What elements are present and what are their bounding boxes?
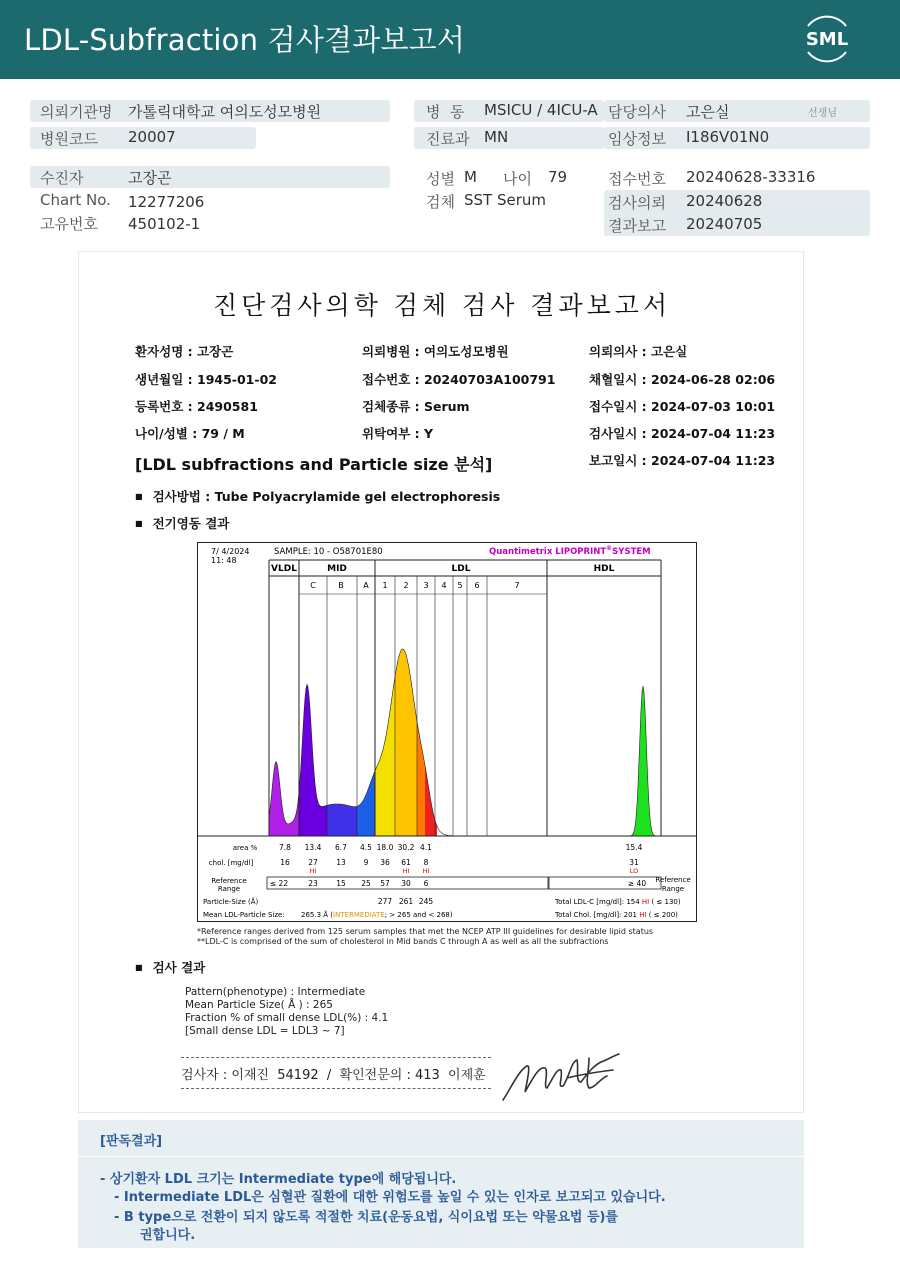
chol-cell: 9 xyxy=(363,858,369,867)
report-field: 환자성명 : 고장곤 xyxy=(135,344,234,359)
receipt-no-value: 20240628-33316 xyxy=(686,168,816,186)
flag-cell: LO xyxy=(629,867,639,875)
reference-cell: 6 xyxy=(423,879,429,888)
report-field: 의뢰병원 : 여의도성모병원 xyxy=(362,344,509,359)
age-value: 79 xyxy=(548,168,568,186)
area-pct-cell: 30.2 xyxy=(397,843,415,852)
age-label: 나이 xyxy=(503,170,532,188)
report-field: 위탁여부 : Y xyxy=(362,426,434,441)
reference-cell: ≥ 40 xyxy=(627,879,647,888)
doctor-label: 담당의사 xyxy=(608,103,666,121)
reference-cell: ≤ 22 xyxy=(269,879,289,888)
result-title: ■ 검사 결과 xyxy=(135,958,205,976)
request-date-value: 20240628 xyxy=(686,192,763,210)
patient-label: 수진자 xyxy=(40,169,84,187)
band-label: 4 xyxy=(441,581,447,590)
report-title: 진단검사의학 검체 검사 결과보고서 xyxy=(212,291,672,320)
ward-value: MSICU / 4ICU-A xyxy=(484,101,598,119)
divider xyxy=(181,1088,491,1089)
reference-cell: 25 xyxy=(361,879,371,888)
info-row-shade xyxy=(30,166,390,188)
patient-value: 고장곤 xyxy=(128,169,172,187)
method-line: ■ 검사방법 : Tube Polyacrylamide gel electrophoresis xyxy=(135,487,500,505)
unique-no-value: 450102-1 xyxy=(128,215,201,233)
band-label: C xyxy=(310,581,316,590)
chol-cell: 16 xyxy=(280,858,290,867)
request-date-label: 검사의뢰 xyxy=(608,194,666,212)
doctor-suffix: 선생님 xyxy=(808,108,837,119)
area-pct-cell: 13.4 xyxy=(304,843,322,852)
report-field: 등록번호 : 2490581 xyxy=(135,399,258,414)
report-field: 검사일시 : 2024-07-04 11:23 xyxy=(589,426,776,441)
receipt-no-label: 접수번호 xyxy=(608,170,666,188)
flag-cell: HI xyxy=(402,867,410,875)
chart-sample: SAMPLE: 10 - O58701E80 xyxy=(274,547,383,557)
doctor-value: 고은실 xyxy=(686,103,730,121)
result-line: Pattern(phenotype) : Intermediate xyxy=(185,986,366,998)
report-field: 생년월일 : 1945-01-02 xyxy=(135,372,277,387)
band-label: 2 xyxy=(403,581,409,590)
area-pct-cell: 7.8 xyxy=(279,843,291,852)
result-lines xyxy=(185,986,388,1038)
band-label: A xyxy=(363,581,369,590)
svg-text:SML: SML xyxy=(805,29,849,50)
chart-time: 11: 48 xyxy=(211,556,237,565)
judgement-panel xyxy=(78,1120,804,1248)
area-pct-cell: 15.4 xyxy=(625,843,643,852)
report-date-value: 20240705 xyxy=(686,215,763,233)
electro-title: ■ 전기영동 결과 xyxy=(135,514,229,532)
row-label: Range xyxy=(217,885,241,893)
chart-no-label: Chart No. xyxy=(40,191,111,209)
reference-cell: 57 xyxy=(380,879,390,888)
report-field: 의뢰의사 : 고은실 xyxy=(589,344,688,359)
row-label: Particle-Size (Å) xyxy=(203,898,259,906)
report-field: 접수일시 : 2024-07-03 10:01 xyxy=(589,399,776,414)
group-label: VLDL xyxy=(271,564,297,574)
area-pct-cell: 4.5 xyxy=(360,843,372,852)
specimen-label: 검체 xyxy=(426,193,455,211)
group-label: LDL xyxy=(451,564,471,574)
area-pct-cell: 4.1 xyxy=(420,843,432,852)
area-pct-cell: 6.7 xyxy=(335,843,347,852)
sml-logo xyxy=(800,12,854,66)
institution-value: 가톨릭대학교 여의도성모병원 xyxy=(128,103,322,121)
reference-side-label: Reference xyxy=(655,876,691,884)
report-field: 나이/성별 : 79 / M xyxy=(135,426,245,441)
band-label: 5 xyxy=(457,581,463,590)
row-label: Reference xyxy=(211,877,247,885)
reference-cell: 15 xyxy=(336,879,346,888)
judgement-separator xyxy=(78,1156,804,1157)
report-field: 접수번호 : 20240703A100791 xyxy=(362,372,556,387)
header-bar xyxy=(0,0,900,79)
chol-cell: 13 xyxy=(336,858,346,867)
hospital-code-label: 병원코드 xyxy=(40,130,98,148)
area-pct-cell: 18.0 xyxy=(376,843,394,852)
result-line: [Small dense LDL = LDL3 ~ 7] xyxy=(185,1025,345,1037)
dept-label: 진료과 xyxy=(426,130,470,148)
flag-cell: HI xyxy=(422,867,430,875)
chol-cell: 36 xyxy=(380,858,390,867)
ward-label: 병 동 xyxy=(426,103,465,121)
lipoprint-chart xyxy=(197,542,697,922)
note-line: **LDL-C is comprised of the sum of cholesterol in Mid bands C through A as well as all the subfractions xyxy=(197,937,609,946)
judgement-line: - 상기환자 LDL 크기는 Intermediate type에 해당됩니다. xyxy=(100,1172,457,1187)
section-title: [LDL subfractions and Particle size 분석] xyxy=(135,455,493,474)
institution-label: 의뢰기관명 xyxy=(40,103,113,121)
row-label: area % xyxy=(232,844,258,852)
band-label: B xyxy=(338,581,344,590)
sex-value: M xyxy=(464,168,477,186)
note-line: *Reference ranges derived from 125 serum samples that met the NCEP ATP III guidelines for desirable lipid status xyxy=(197,927,654,936)
judgement-line: 권합니다. xyxy=(140,1228,196,1243)
band-label: 3 xyxy=(423,581,429,590)
sex-label: 성별 xyxy=(426,170,455,188)
group-label: MID xyxy=(327,564,347,574)
group-label: HDL xyxy=(593,564,615,574)
chart-no-value: 12277206 xyxy=(128,193,205,211)
result-line: Mean Particle Size( Å ) : 265 xyxy=(185,999,333,1011)
total-ldl-line: Total LDL-C [mg/dl]: 154 HI ( ≤ 130) xyxy=(555,898,681,906)
chol-cell: 31 xyxy=(629,858,639,867)
chol-cell: 8 xyxy=(423,858,429,867)
signature-mark xyxy=(497,1048,623,1110)
chart-date: 7/ 4/2024 xyxy=(211,547,250,556)
lab-report xyxy=(78,251,804,1113)
divider xyxy=(181,1057,491,1058)
reference-cell: 23 xyxy=(308,879,318,888)
chol-cell: 61 xyxy=(401,858,411,867)
page-title: LDL-Subfraction 검사결과보고서 xyxy=(24,23,466,57)
report-field: 검체종류 : Serum xyxy=(362,399,470,414)
row-label: Mean LDL-Particle Size: xyxy=(203,911,285,919)
specimen-value: SST Serum xyxy=(464,191,547,209)
band-label: 7 xyxy=(514,581,520,590)
band-label: 1 xyxy=(382,581,388,590)
chart-notes xyxy=(197,927,653,947)
clinical-value: I186V01N0 xyxy=(686,128,770,146)
unique-no-label: 고유번호 xyxy=(40,215,98,233)
judgement-line: - Intermediate LDL은 심혈관 질환에 대한 위험도를 높일 수 있는 인자로 보고되고 있습니다. xyxy=(114,1190,666,1205)
band-label: 6 xyxy=(474,581,480,590)
chart-system: Quantimetrix LIPOPRINT®SYSTEM xyxy=(489,545,651,557)
mean-particle-line: 265.3 Å (INTERMEDIATE; > 265 and < 268) xyxy=(301,911,453,919)
report-date-label: 결과보고 xyxy=(608,217,666,235)
result-line: Fraction % of small dense LDL(%) : 4.1 xyxy=(185,1012,389,1024)
particle-size-cell: 277 xyxy=(377,897,393,906)
chol-cell: 27 xyxy=(308,858,318,867)
curve-segment xyxy=(327,804,357,836)
hospital-code-value: 20007 xyxy=(128,128,176,146)
judgement-line: - B type으로 전환이 되지 않도록 적절한 치료(운동요법, 식이요법 또는 약물요법 등)를 xyxy=(114,1210,619,1225)
flag-cell: HI xyxy=(309,867,317,875)
total-chol-line: Total Chol. [mg/dl]: 201 HI ( ≤ 200) xyxy=(555,911,678,919)
clinical-label: 임상정보 xyxy=(608,130,666,148)
reference-cell: 30 xyxy=(401,879,411,888)
signature-line: 검사자 : 이재진 54192 / 확인전문의 : 413 이제훈 xyxy=(181,1068,486,1083)
judgement-title: [판독결과] xyxy=(100,1134,163,1149)
particle-size-cell: 261 xyxy=(398,897,414,906)
particle-size-cell: 245 xyxy=(418,897,434,906)
dept-value: MN xyxy=(484,128,509,146)
report-field: 채혈일시 : 2024-06-28 02:06 xyxy=(589,372,776,387)
reference-side-label: Range xyxy=(661,885,685,893)
report-field: 보고일시 : 2024-07-04 11:23 xyxy=(589,453,776,468)
row-label: chol. [mg/dl] xyxy=(208,859,254,867)
